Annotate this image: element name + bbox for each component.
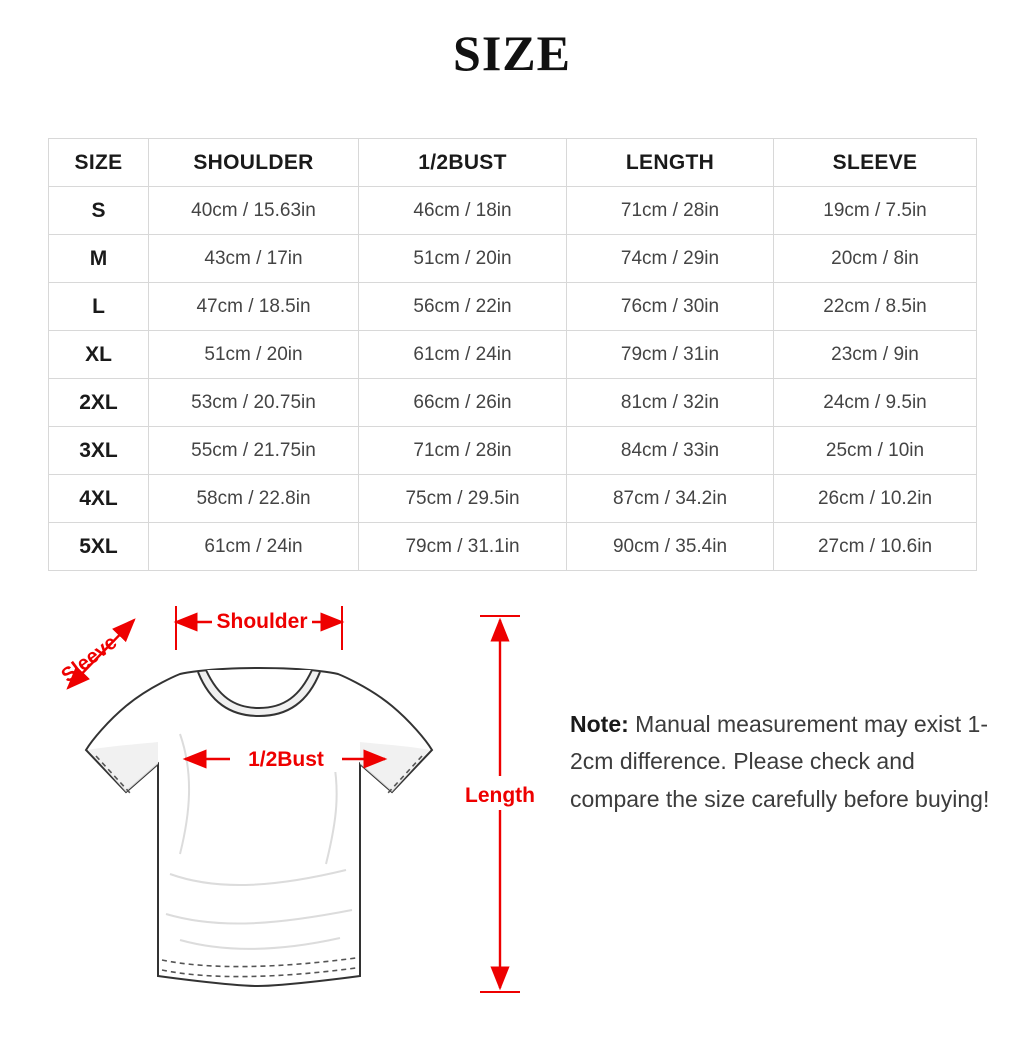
cell-sleeve: 27cm / 10.6in <box>774 523 977 571</box>
label-sleeve: Sleeve <box>57 631 122 688</box>
cell-bust: 75cm / 29.5in <box>359 475 567 523</box>
table-row <box>49 427 977 475</box>
table-row <box>49 475 977 523</box>
size-chart-table-container <box>48 138 976 571</box>
cell-length: 74cm / 29in <box>567 235 774 283</box>
label-length: Length <box>465 784 535 807</box>
cell-shoulder: 51cm / 20in <box>149 331 359 379</box>
cell-length: 84cm / 33in <box>567 427 774 475</box>
cell-sleeve: 24cm / 9.5in <box>774 379 977 427</box>
cell-bust: 71cm / 28in <box>359 427 567 475</box>
tshirt-illustration <box>86 668 432 986</box>
column-header-sleeve: SLEEVE <box>774 139 977 187</box>
cell-sleeve: 19cm / 7.5in <box>774 187 977 235</box>
cell-bust: 46cm / 18in <box>359 187 567 235</box>
cell-shoulder: 58cm / 22.8in <box>149 475 359 523</box>
column-header-shoulder: SHOULDER <box>149 139 359 187</box>
cell-length: 90cm / 35.4in <box>567 523 774 571</box>
length-measure-annotation <box>464 616 540 992</box>
cell-length: 71cm / 28in <box>567 187 774 235</box>
table-row <box>49 187 977 235</box>
sleeve-measure-annotation <box>57 620 134 688</box>
tshirt-measurement-diagram <box>30 574 550 1034</box>
table-row <box>49 331 977 379</box>
table-row <box>49 523 977 571</box>
cell-bust: 61cm / 24in <box>359 331 567 379</box>
cell-size: XL <box>49 331 149 379</box>
measurement-note <box>570 706 990 818</box>
cell-bust: 56cm / 22in <box>359 283 567 331</box>
cell-size: L <box>49 283 149 331</box>
column-header-size: SIZE <box>49 139 149 187</box>
table-row <box>49 379 977 427</box>
table-row <box>49 235 977 283</box>
cell-length: 76cm / 30in <box>567 283 774 331</box>
cell-sleeve: 23cm / 9in <box>774 331 977 379</box>
cell-shoulder: 61cm / 24in <box>149 523 359 571</box>
cell-sleeve: 20cm / 8in <box>774 235 977 283</box>
cell-sleeve: 22cm / 8.5in <box>774 283 977 331</box>
label-bust: 1/2Bust <box>248 748 324 771</box>
note-text: Manual measurement may exist 1-2cm difference. Please check and compare the size carefully before buying! <box>570 711 990 812</box>
table-header-row <box>49 139 977 187</box>
cell-shoulder: 53cm / 20.75in <box>149 379 359 427</box>
cell-shoulder: 47cm / 18.5in <box>149 283 359 331</box>
cell-size: S <box>49 187 149 235</box>
shoulder-measure-annotation <box>176 606 342 650</box>
cell-shoulder: 55cm / 21.75in <box>149 427 359 475</box>
cell-sleeve: 26cm / 10.2in <box>774 475 977 523</box>
cell-shoulder: 43cm / 17in <box>149 235 359 283</box>
size-chart-table <box>48 138 977 571</box>
cell-size: 3XL <box>49 427 149 475</box>
cell-length: 79cm / 31in <box>567 331 774 379</box>
cell-length: 81cm / 32in <box>567 379 774 427</box>
cell-bust: 66cm / 26in <box>359 379 567 427</box>
cell-bust: 51cm / 20in <box>359 235 567 283</box>
cell-length: 87cm / 34.2in <box>567 475 774 523</box>
cell-size: 4XL <box>49 475 149 523</box>
cell-sleeve: 25cm / 10in <box>774 427 977 475</box>
column-header-length: LENGTH <box>567 139 774 187</box>
cell-shoulder: 40cm / 15.63in <box>149 187 359 235</box>
label-shoulder: Shoulder <box>216 610 308 633</box>
cell-size: 2XL <box>49 379 149 427</box>
cell-size: 5XL <box>49 523 149 571</box>
cell-bust: 79cm / 31.1in <box>359 523 567 571</box>
table-row <box>49 283 977 331</box>
note-label: Note: <box>570 711 629 737</box>
page-title: SIZE <box>453 25 571 81</box>
cell-size: M <box>49 235 149 283</box>
column-header-bust: 1/2BUST <box>359 139 567 187</box>
